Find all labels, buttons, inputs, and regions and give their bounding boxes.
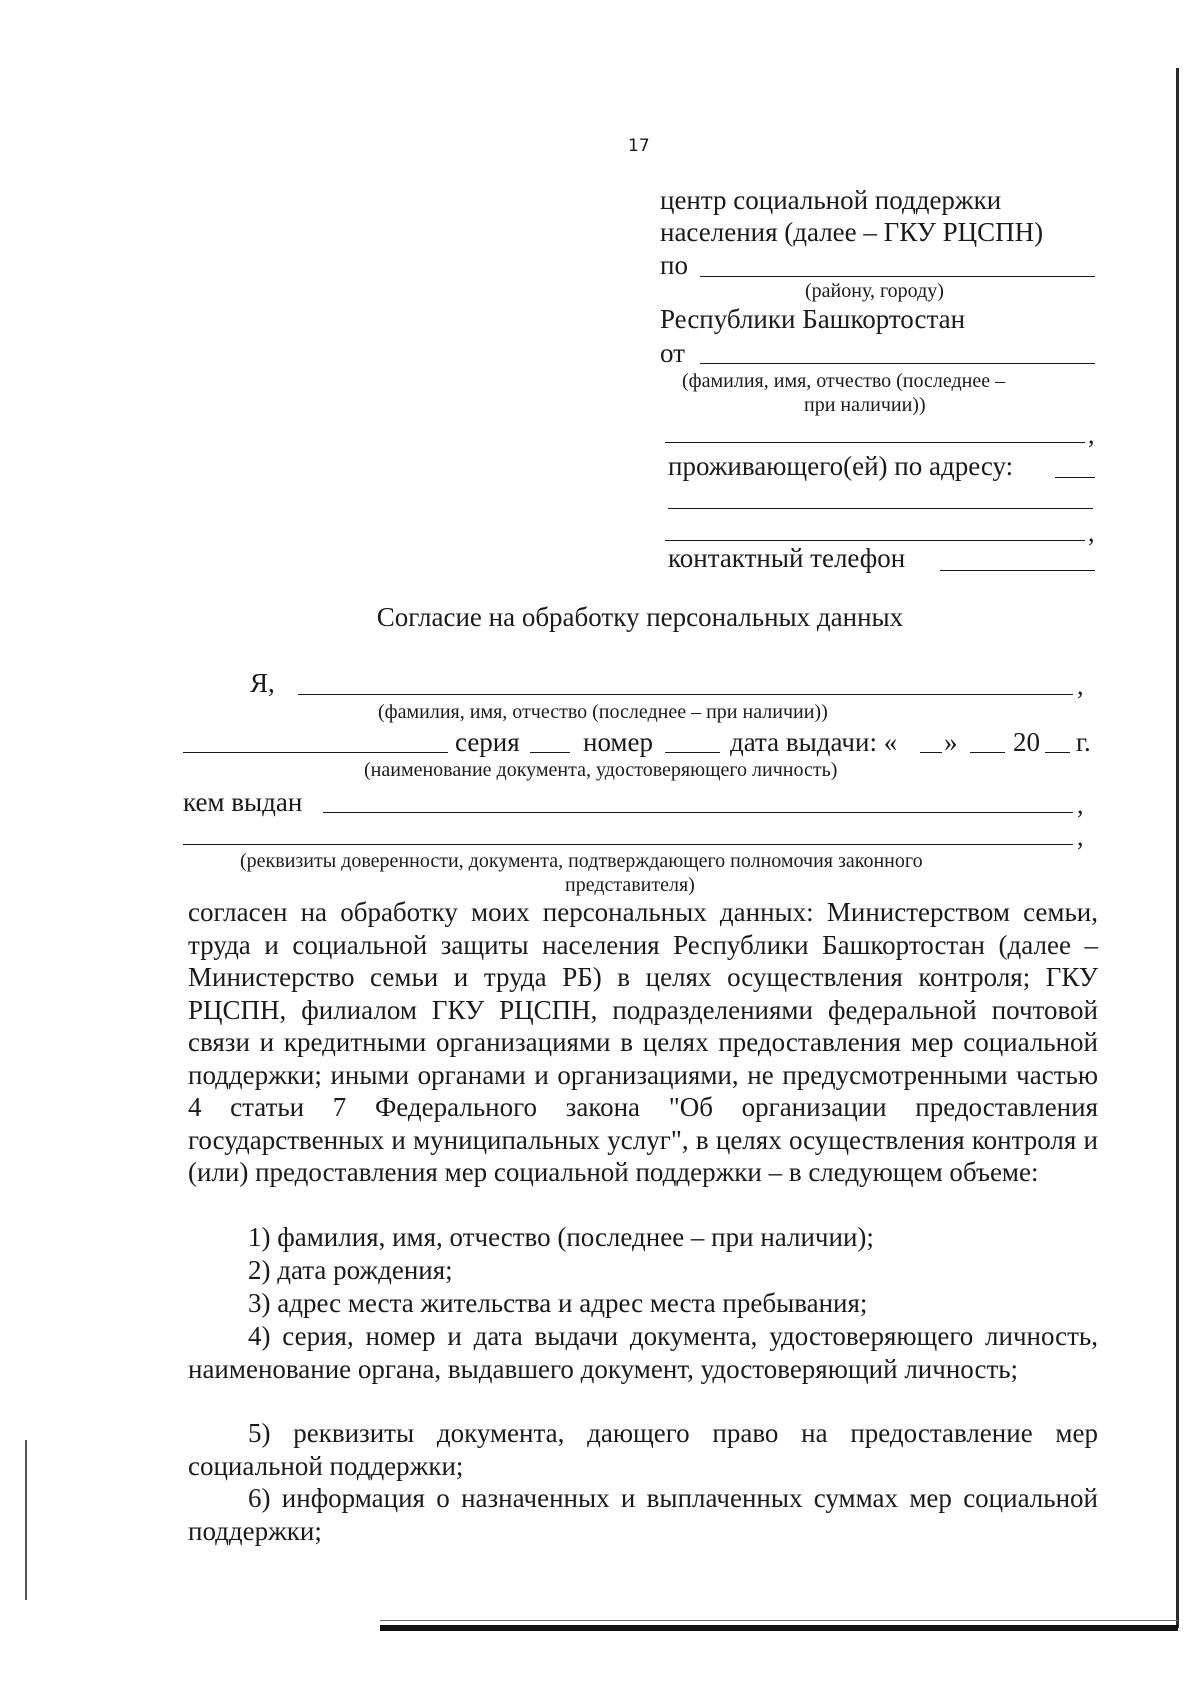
kem-vydan-line[interactable]	[323, 812, 1073, 813]
address-line-2[interactable]	[668, 508, 1093, 509]
scan-border-right	[1176, 68, 1179, 1628]
phone-line[interactable]	[940, 570, 1095, 571]
fio-hint: (фамилия, имя, отчество (последнее – при наличии))	[378, 701, 828, 723]
nomer-label: номер	[583, 727, 654, 757]
applicant-name-line-2[interactable]	[665, 442, 1085, 443]
representative-hint-1: (реквизиты доверенности, документа, подтверждающего полномочия законного	[240, 850, 923, 872]
header-line-2: населения (далее – ГКУ РЦСПН)	[660, 217, 1044, 247]
comma: ,	[1088, 420, 1095, 449]
applicant-name-hint-1: (фамилия, имя, отчество (последнее –	[682, 370, 1006, 392]
year-prefix: 20	[1013, 727, 1040, 757]
quote-close: »	[944, 727, 958, 757]
year-line[interactable]	[1045, 752, 1070, 753]
page-number: 17	[628, 136, 650, 156]
district-hint: (району, городу)	[805, 280, 944, 302]
kem-vydan-label: кем выдан	[183, 787, 303, 817]
list-item: 3) адрес места жительства и адрес места пребывания;	[248, 1288, 868, 1318]
list-item: 1) фамилия, имя, отчество (последнее – при наличии);	[248, 1222, 874, 1252]
scan-border-left	[25, 1440, 27, 1600]
address-line-3[interactable]	[665, 540, 1085, 541]
list-item: 2) дата рождения;	[248, 1255, 453, 1285]
nomer-line[interactable]	[665, 752, 720, 753]
document-hint: (наименование документа, удостоверяющего личность)	[364, 759, 838, 781]
address-line-1[interactable]	[1055, 477, 1095, 478]
scan-border-bottom-thin	[380, 1620, 1178, 1621]
list-item: 4) серия, номер и дата выдачи документа, удостоверяющего личность, наименование органа, выдавшего документ, удостоверяющий личность;	[188, 1321, 1098, 1384]
district-field-line[interactable]	[700, 276, 1095, 277]
seriya-label: серия	[455, 727, 520, 757]
applicant-name-line[interactable]	[700, 363, 1095, 364]
year-suffix: г.	[1076, 727, 1091, 757]
comma: ,	[1077, 671, 1084, 700]
address-label: проживающего(ей) по адресу:	[668, 451, 1014, 481]
comma: ,	[1077, 822, 1084, 851]
comma: ,	[1077, 790, 1084, 819]
header-ot-label: от	[660, 338, 685, 368]
seriya-line[interactable]	[530, 752, 570, 753]
issue-date-label: дата выдачи: «	[730, 727, 898, 757]
day-line[interactable]	[920, 752, 942, 753]
header-republic: Республики Башкортостан	[660, 304, 966, 334]
applicant-name-hint-2: при наличии))	[804, 394, 926, 416]
list-item: 5) реквизиты документа, дающего право на предоставление мер социальной поддержки;	[188, 1418, 1098, 1481]
scan-border-bottom	[380, 1625, 1178, 1631]
fio-line[interactable]	[298, 694, 1073, 695]
phone-label: контактный телефон	[668, 543, 906, 573]
consent-paragraph: согласен на обработку моих персональных данных: Министерством семьи, труда и социальной защиты населения Республики Башкортостан (далее – Министерство семьи и труда РБ) в целях осуществления контроля; ГКУ РЦСПН, филиалом ГКУ РЦСПН, подразделениями федеральной почтовой связи и кредитными организациями в целях предоставления мер социальной поддержки; иными органами и организациями, не предусмотренными частью 4 статьи 7 Федерального закона "Об организации предоставления государственных и муниципальных услуг", в целях осуществления контроля и (или) предоставления мер социальной поддержки – в следующем объеме:	[188, 897, 1098, 1187]
document-name-line[interactable]	[183, 752, 448, 753]
comma: ,	[1088, 518, 1095, 547]
ya-label: Я,	[250, 668, 275, 698]
representative-line[interactable]	[183, 844, 1073, 845]
representative-hint-2: представителя)	[565, 874, 695, 896]
document-title: Согласие на обработку персональных данных	[376, 602, 904, 632]
list-item: 6) информация о назначенных и выплаченных суммах мер социальной поддержки;	[188, 1483, 1098, 1546]
header-line-1: центр социальной поддержки	[660, 185, 1002, 215]
month-line[interactable]	[970, 752, 1005, 753]
header-po-label: по	[660, 250, 688, 280]
